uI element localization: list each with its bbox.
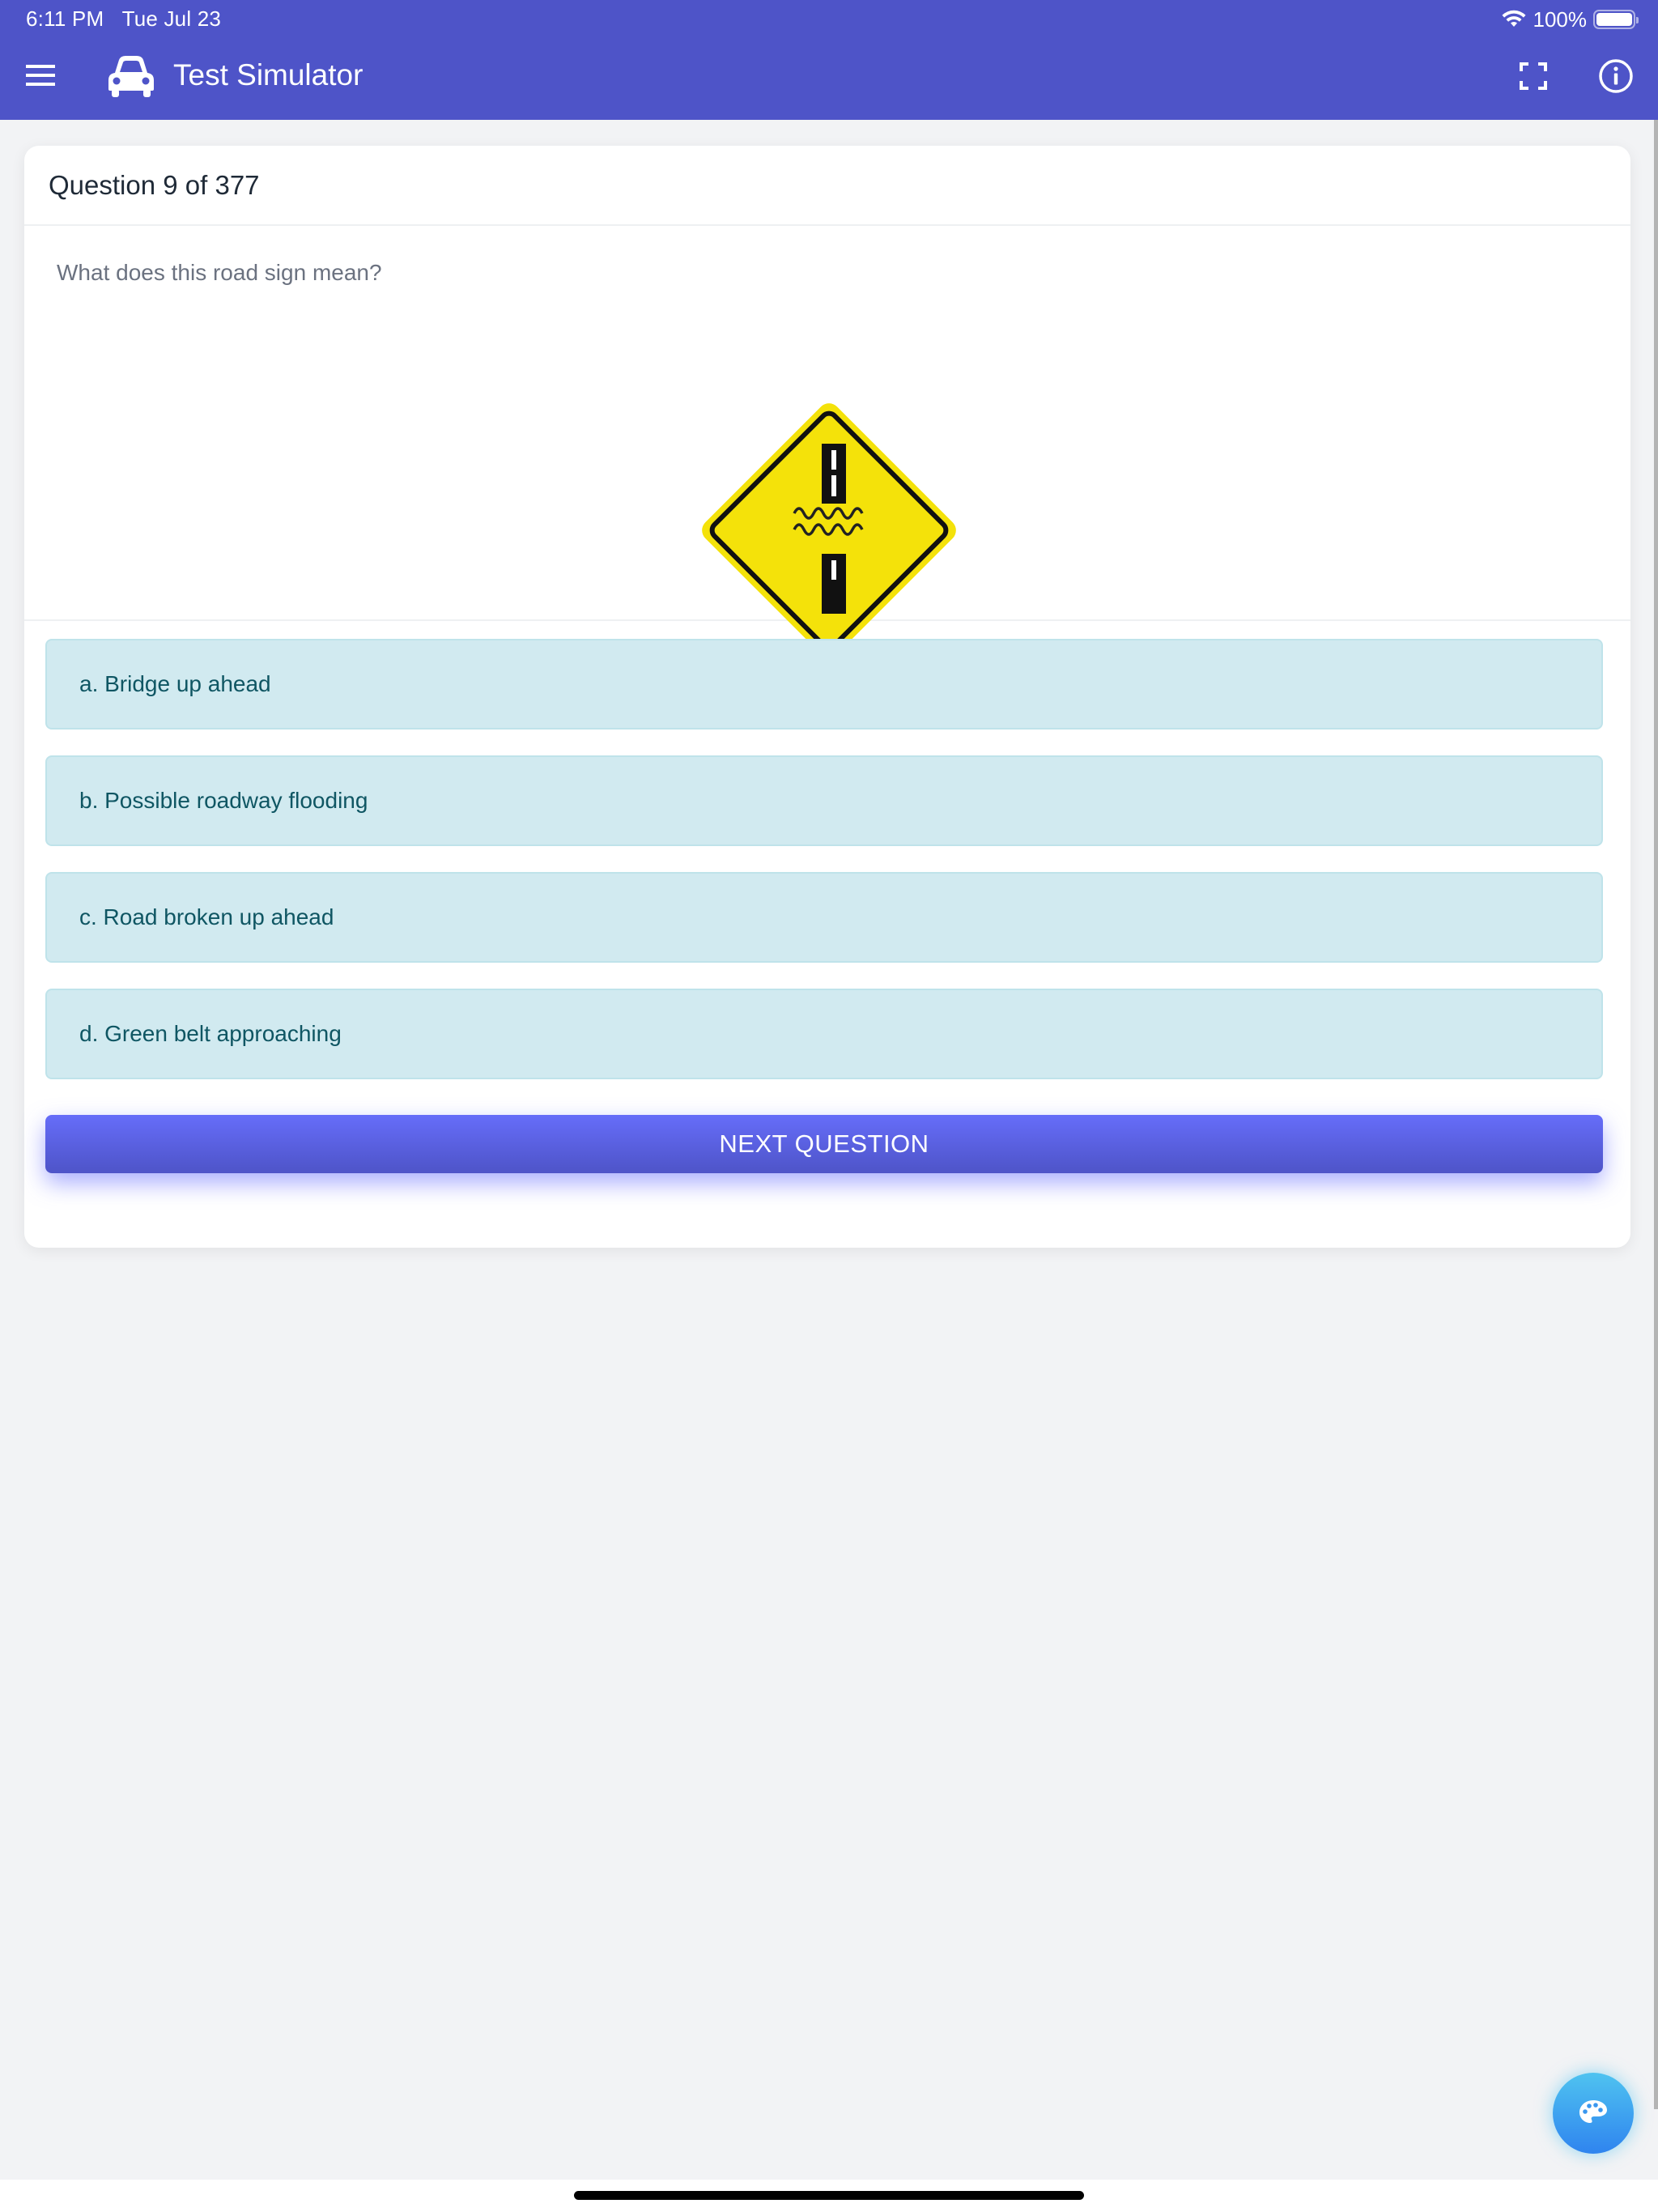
question-counter: Question 9 of 377 <box>49 169 260 200</box>
next-question-button[interactable]: NEXT QUESTION <box>45 1115 1603 1173</box>
fullscreen-icon[interactable] <box>1519 62 1548 91</box>
answer-option-c[interactable]: c. Road broken up ahead <box>45 872 1603 963</box>
answer-option-b[interactable]: b. Possible roadway flooding <box>45 755 1603 846</box>
question-card <box>24 146 1630 1248</box>
status-date: Tue Jul 23 <box>121 6 222 31</box>
answer-option-a[interactable]: a. Bridge up ahead <box>45 639 1603 730</box>
question-card-header <box>24 146 1630 226</box>
hamburger-menu-button[interactable] <box>19 57 62 94</box>
info-icon[interactable] <box>1598 58 1634 94</box>
theme-palette-button[interactable] <box>1553 2073 1634 2154</box>
question-prompt: What does this road sign mean? <box>57 260 382 285</box>
answer-options <box>45 639 1603 1105</box>
app-title: Test Simulator <box>173 58 363 91</box>
status-time: 6:11 PM <box>26 6 104 31</box>
hamburger-line <box>26 83 55 86</box>
answer-option-d[interactable]: d. Green belt approaching <box>45 989 1603 1079</box>
wifi-icon <box>1501 9 1527 30</box>
hamburger-line <box>26 74 55 77</box>
page-scrollbar[interactable] <box>1654 120 1658 2109</box>
road-sign-flooding-icon <box>691 392 967 669</box>
car-icon <box>104 53 159 99</box>
status-bar-time <box>26 6 221 32</box>
battery-percent: 100% <box>1533 6 1587 32</box>
hamburger-menu-icon <box>26 65 55 68</box>
question-body <box>24 226 1630 621</box>
home-indicator[interactable] <box>574 2191 1084 2200</box>
battery-icon <box>1593 10 1635 29</box>
app-header <box>0 0 1658 120</box>
status-bar-indicators <box>1501 6 1636 33</box>
palette-icon <box>1577 2097 1609 2129</box>
